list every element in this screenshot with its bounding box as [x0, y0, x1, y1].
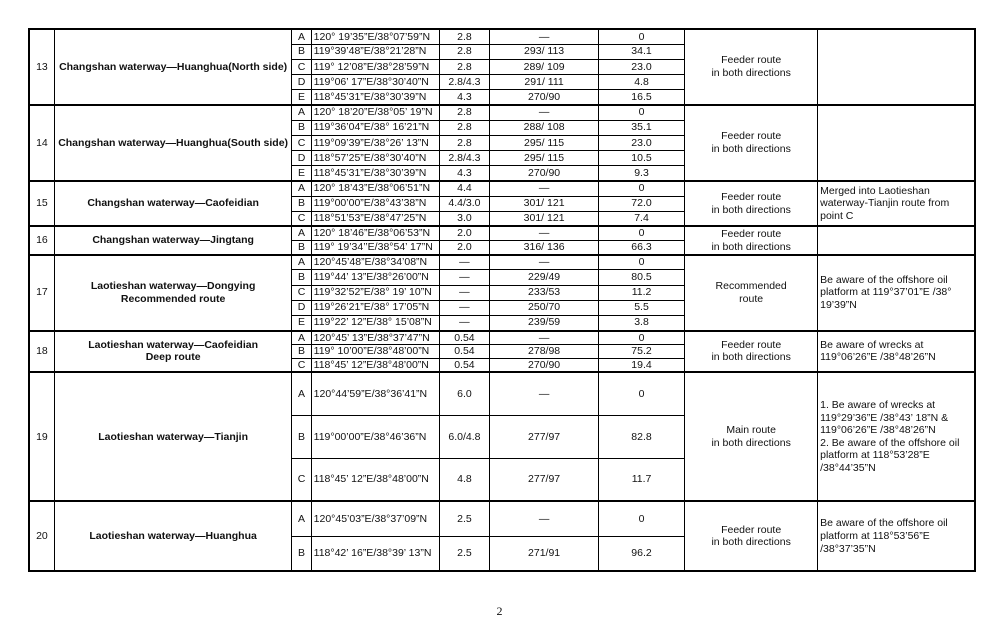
waypoint-distance: 0: [598, 255, 684, 270]
waypoint-label: D: [292, 300, 311, 315]
waypoint-depth: 6.0/4.8: [439, 415, 490, 458]
waypoint-coordinates: 119°39’48”E/38°21’28”N: [311, 44, 439, 59]
waypoint-label: A: [292, 226, 311, 240]
waypoint-depth: —: [439, 255, 490, 270]
table-row: [29, 29, 975, 44]
route-name: Changshan waterway—Huanghua(South side): [54, 105, 292, 181]
waypoint-label: A: [292, 105, 311, 120]
route-remark: [818, 105, 975, 181]
waypoint-course: 295/ 115: [490, 151, 599, 166]
route-group: [29, 372, 975, 501]
route-number: 14: [29, 105, 54, 181]
waypoint-label: C: [292, 59, 311, 74]
waypoint-distance: 0: [598, 105, 684, 120]
table-row: [29, 181, 975, 196]
waypoint-depth: 4.8: [439, 458, 490, 501]
waypoint-depth: 2.8: [439, 105, 490, 120]
waypoint-coordinates: 118°45’31”E/38°30’39”N: [311, 90, 439, 105]
waypoint-label: C: [292, 358, 311, 372]
route-name: Changshan waterway—Jingtang: [54, 226, 292, 254]
waypoint-distance: 4.8: [598, 75, 684, 90]
route-number: 13: [29, 29, 54, 105]
route-group: [29, 181, 975, 227]
waypoint-depth: 3.0: [439, 211, 490, 226]
waypoint-coordinates: 118°45’ 12”E/38°48’00”N: [311, 358, 439, 372]
waypoint-distance: 0: [598, 181, 684, 196]
waypoint-course: 291/ 111: [490, 75, 599, 90]
waypoint-course: 270/90: [490, 166, 599, 181]
waypoint-label: D: [292, 151, 311, 166]
waypoint-coordinates: 119°32’52”E/38° 19’ 10”N: [311, 285, 439, 300]
waypoint-course: 301/ 121: [490, 196, 599, 211]
route-number: 16: [29, 226, 54, 254]
waypoint-label: C: [292, 211, 311, 226]
waypoint-coordinates: 120° 18’20”E/38°05’ 19”N: [311, 105, 439, 120]
waypoint-course: 301/ 121: [490, 211, 599, 226]
waypoint-course: 233/53: [490, 285, 599, 300]
waypoint-distance: 96.2: [598, 536, 684, 571]
route-type: Feeder route in both directions: [685, 226, 818, 254]
route-group: [29, 255, 975, 331]
waypoint-distance: 5.5: [598, 300, 684, 315]
waypoint-coordinates: 120° 19’35”E/38°07’59”N: [311, 29, 439, 44]
waypoint-course: —: [490, 372, 599, 415]
waypoint-depth: 2.8: [439, 44, 490, 59]
waypoint-course: 278/98: [490, 345, 599, 359]
waypoint-coordinates: 119°00’00”E/38°43’38”N: [311, 196, 439, 211]
table-row: [29, 331, 975, 345]
waypoint-distance: 82.8: [598, 415, 684, 458]
waypoint-depth: 2.8: [439, 120, 490, 135]
waypoint-distance: 35.1: [598, 120, 684, 135]
waypoint-depth: 4.3: [439, 90, 490, 105]
waypoint-coordinates: 120°45’ 13”E/38°37’47”N: [311, 331, 439, 345]
waypoint-distance: 23.0: [598, 135, 684, 150]
waypoint-depth: 2.0: [439, 226, 490, 240]
waypoint-course: —: [490, 226, 599, 240]
waypoint-course: 250/70: [490, 300, 599, 315]
waypoint-depth: 0.54: [439, 358, 490, 372]
route-remark: Be aware of wrecks at 119°06’26”E /38°48’26”N: [818, 331, 975, 373]
route-group: [29, 105, 975, 181]
route-group: [29, 331, 975, 373]
route-number: 19: [29, 372, 54, 501]
waypoint-coordinates: 119° 19’34’’E/38°54’ 17”N: [311, 241, 439, 255]
waypoint-distance: 23.0: [598, 59, 684, 74]
waypoint-coordinates: 118°42’ 16”E/38°39’ 13”N: [311, 536, 439, 571]
waypoint-coordinates: 119° 12’08”E/38°28’59”N: [311, 59, 439, 74]
waypoint-distance: 16.5: [598, 90, 684, 105]
waypoint-distance: 75.2: [598, 345, 684, 359]
waypoint-course: 271/91: [490, 536, 599, 571]
waypoint-label: C: [292, 285, 311, 300]
waypoint-label: E: [292, 166, 311, 181]
waypoint-label: B: [292, 241, 311, 255]
route-name: Laotieshan waterway—Tianjin: [54, 372, 292, 501]
route-group: [29, 29, 975, 105]
waypoint-depth: 2.8/4.3: [439, 75, 490, 90]
waypoint-label: B: [292, 270, 311, 285]
waypoint-distance: 72.0: [598, 196, 684, 211]
table-row: [29, 226, 975, 240]
route-type: Feeder route in both directions: [685, 181, 818, 227]
route-name: Laotieshan waterway—Caofeidian Deep route: [54, 331, 292, 373]
waypoint-course: —: [490, 29, 599, 44]
table-row: [29, 501, 975, 536]
route-remark: Be aware of the offshore oil platform at 118°53’56”E /38°37’35”N: [818, 501, 975, 571]
waypoint-depth: 2.5: [439, 536, 490, 571]
waypoint-distance: 9.3: [598, 166, 684, 181]
route-type: Main route in both directions: [685, 372, 818, 501]
waypoint-distance: 0: [598, 501, 684, 536]
waypoint-coordinates: 120° 18’46”E/38°06’53”N: [311, 226, 439, 240]
waypoint-label: E: [292, 315, 311, 330]
waypoint-course: 295/ 115: [490, 135, 599, 150]
waypoint-depth: —: [439, 315, 490, 330]
waypoint-distance: 80.5: [598, 270, 684, 285]
waypoint-course: —: [490, 105, 599, 120]
waypoint-coordinates: 118°57’25”E/38°30’40”N: [311, 151, 439, 166]
waypoint-coordinates: 119°44’ 13”E/38°26’00”N: [311, 270, 439, 285]
waypoint-course: 277/97: [490, 415, 599, 458]
waypoint-label: A: [292, 29, 311, 44]
waypoint-course: 277/97: [490, 458, 599, 501]
waypoint-course: 288/ 108: [490, 120, 599, 135]
table-row: [29, 372, 975, 415]
waypoint-coordinates: 120°44’59”E/38°36’41”N: [311, 372, 439, 415]
route-remark: Merged into Laotieshan waterway-Tianjin route from point C: [818, 181, 975, 227]
waypoint-label: A: [292, 372, 311, 415]
route-remark: [818, 29, 975, 105]
route-number: 18: [29, 331, 54, 373]
waypoint-coordinates: 120°45’03”E/38°37’09”N: [311, 501, 439, 536]
waypoint-distance: 10.5: [598, 151, 684, 166]
route-remark: Be aware of the offshore oil platform at 119°37’01”E /38° 19’39”N: [818, 255, 975, 331]
waypoint-depth: 2.0: [439, 241, 490, 255]
waypoint-label: B: [292, 120, 311, 135]
waypoint-depth: 0.54: [439, 331, 490, 345]
waypoint-coordinates: 119°36’04”E/38° 16’21”N: [311, 120, 439, 135]
waypoint-course: 316/ 136: [490, 241, 599, 255]
route-name: Changshan waterway—Caofeidian: [54, 181, 292, 227]
waypoint-coordinates: 119°09’39”E/38°26’ 13”N: [311, 135, 439, 150]
waypoint-depth: 2.8/4.3: [439, 151, 490, 166]
waypoint-distance: 0: [598, 29, 684, 44]
waypoint-course: —: [490, 255, 599, 270]
waypoint-depth: 2.8: [439, 135, 490, 150]
waypoint-course: 293/ 113: [490, 44, 599, 59]
waypoint-coordinates: 118°51’53”E/38°47’25”N: [311, 211, 439, 226]
waypoint-label: B: [292, 196, 311, 211]
waypoint-coordinates: 118°45’ 12”E/38°48’00”N: [311, 458, 439, 501]
route-group: [29, 226, 975, 254]
waypoint-coordinates: 119°22’ 12”E/38° 15’08”N: [311, 315, 439, 330]
waypoint-course: 289/ 109: [490, 59, 599, 74]
waypoint-depth: 2.8: [439, 29, 490, 44]
waypoint-depth: 2.5: [439, 501, 490, 536]
waypoint-course: —: [490, 501, 599, 536]
waypoint-course: 270/90: [490, 358, 599, 372]
waypoint-depth: 0.54: [439, 345, 490, 359]
waypoint-label: B: [292, 415, 311, 458]
route-remark: [818, 226, 975, 254]
waypoint-course: —: [490, 331, 599, 345]
waypoint-distance: 66.3: [598, 241, 684, 255]
waypoint-coordinates: 119°00’00”E/38°46’36”N: [311, 415, 439, 458]
route-number: 20: [29, 501, 54, 571]
waypoint-coordinates: 120°45’48”E/38°34’08”N: [311, 255, 439, 270]
waypoint-distance: 3.8: [598, 315, 684, 330]
waypoint-course: 239/59: [490, 315, 599, 330]
waypoint-course: 270/90: [490, 90, 599, 105]
waypoint-distance: 0: [598, 372, 684, 415]
route-number: 17: [29, 255, 54, 331]
waypoint-coordinates: 119° 10’00”E/38°48’00”N: [311, 345, 439, 359]
route-type: Recommended route: [685, 255, 818, 331]
waypoint-depth: —: [439, 300, 490, 315]
waypoint-label: A: [292, 331, 311, 345]
waypoint-course: —: [490, 181, 599, 196]
waypoint-distance: 19.4: [598, 358, 684, 372]
route-type: Feeder route in both directions: [685, 29, 818, 105]
route-type: Feeder route in both directions: [685, 501, 818, 571]
waypoint-coordinates: 119°26’21”E/38° 17’05”N: [311, 300, 439, 315]
route-name: Laotieshan waterway—Huanghua: [54, 501, 292, 571]
waypoint-label: B: [292, 536, 311, 571]
waypoint-coordinates: 119°06’ 17”E/38°30’40”N: [311, 75, 439, 90]
waypoint-label: C: [292, 135, 311, 150]
waypoint-distance: 0: [598, 226, 684, 240]
waypoint-distance: 7.4: [598, 211, 684, 226]
waypoint-depth: 4.4: [439, 181, 490, 196]
waypoint-distance: 34.1: [598, 44, 684, 59]
waypoint-label: B: [292, 44, 311, 59]
waypoint-label: E: [292, 90, 311, 105]
route-type: Feeder route in both directions: [685, 331, 818, 373]
route-name: Laotieshan waterway—Dongying Recommended route: [54, 255, 292, 331]
waypoint-coordinates: 120° 18’43”E/38°06’51”N: [311, 181, 439, 196]
route-number: 15: [29, 181, 54, 227]
waypoint-distance: 11.2: [598, 285, 684, 300]
waypoint-depth: 4.4/3.0: [439, 196, 490, 211]
waypoint-label: A: [292, 501, 311, 536]
route-type: Feeder route in both directions: [685, 105, 818, 181]
page-number: 2: [496, 604, 503, 618]
waypoint-distance: 0: [598, 331, 684, 345]
route-table: [28, 28, 976, 572]
waypoint-depth: —: [439, 270, 490, 285]
waypoint-depth: 4.3: [439, 166, 490, 181]
waypoint-label: D: [292, 75, 311, 90]
table-row: [29, 105, 975, 120]
waypoint-label: C: [292, 458, 311, 501]
waypoint-label: A: [292, 181, 311, 196]
waypoint-coordinates: 118°45’31”E/38°30’39”N: [311, 166, 439, 181]
route-group: [29, 501, 975, 571]
waypoint-label: B: [292, 345, 311, 359]
waypoint-course: 229/49: [490, 270, 599, 285]
waypoint-depth: 6.0: [439, 372, 490, 415]
waypoint-distance: 11.7: [598, 458, 684, 501]
route-remark: 1. Be aware of wrecks at 119°29’36”E /38°43’ 18”N & 119°06’26”E /38°48’26”N 2. Be aware of the offshore oil platform at 118°53’28”E /38°44’35”N: [818, 372, 975, 501]
table-row: [29, 255, 975, 270]
waypoint-depth: 2.8: [439, 59, 490, 74]
route-name: Changshan waterway—Huanghua(North side): [54, 29, 292, 105]
waypoint-label: A: [292, 255, 311, 270]
waypoint-depth: —: [439, 285, 490, 300]
